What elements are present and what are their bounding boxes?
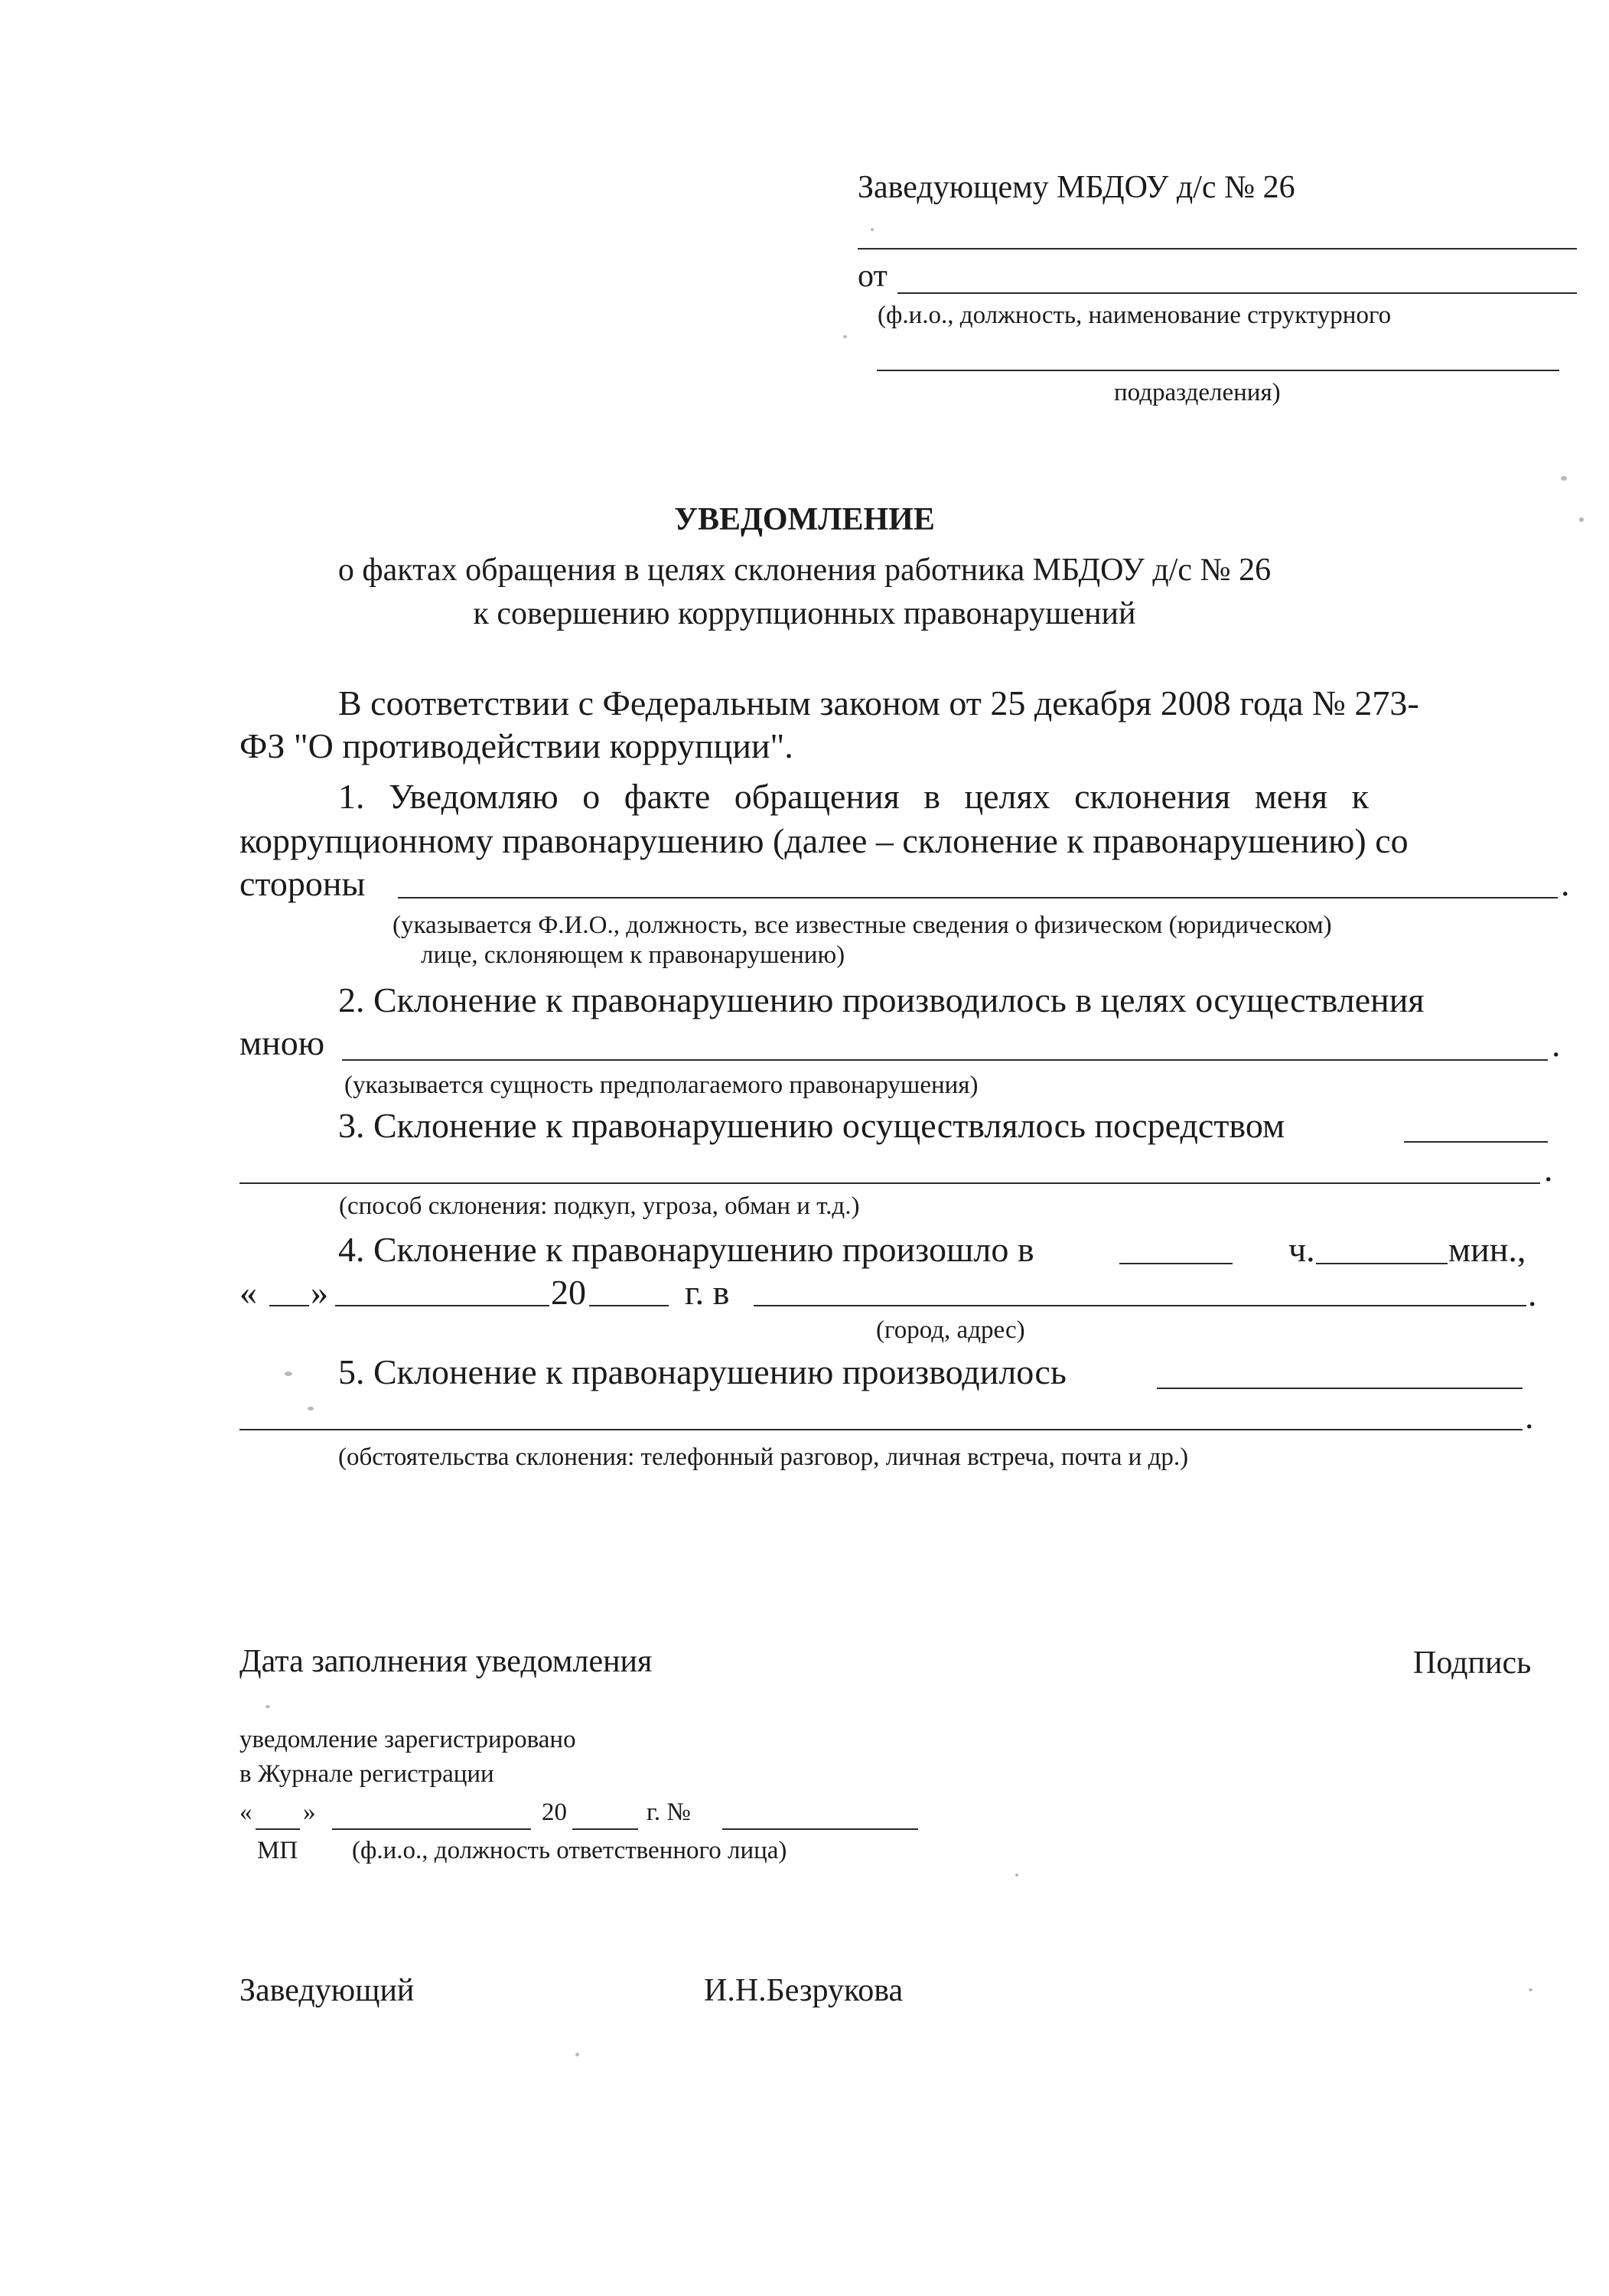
p3-fill-line-2 bbox=[239, 1182, 1540, 1184]
registration-day-line bbox=[256, 1828, 300, 1830]
p4-place-line bbox=[754, 1305, 1526, 1306]
p5-dot: . bbox=[1525, 1397, 1534, 1436]
p4-year-line bbox=[589, 1305, 669, 1306]
scan-speck bbox=[1579, 517, 1584, 522]
registration-year-suffix: г. № bbox=[647, 1799, 691, 1826]
p5-line-1: 5. Склонение к правонарушению производилось bbox=[338, 1352, 1067, 1391]
p4-minutes-label: мин., bbox=[1448, 1230, 1526, 1269]
scan-speck bbox=[265, 1705, 270, 1708]
p1-line-1: 1. Уведомляю о факте обращения в целях склонения меня к bbox=[338, 777, 1369, 816]
date-label: Дата заполнения уведомления bbox=[239, 1644, 653, 1679]
registration-quote-close: » bbox=[303, 1799, 316, 1826]
p4-quote-close: » bbox=[311, 1273, 328, 1312]
addressee-from-label: от bbox=[858, 259, 888, 294]
scan-speck bbox=[575, 2053, 579, 2056]
p4-hours-label: ч. bbox=[1288, 1230, 1315, 1269]
registration-year-prefix: 20 bbox=[542, 1799, 567, 1826]
scan-speck bbox=[871, 228, 874, 231]
p3-hint: (способ склонения: подкуп, угроза, обман и т.д.) bbox=[339, 1192, 860, 1220]
scan-speck bbox=[843, 335, 847, 338]
p2-hint: (указывается сущность предполагаемого правонарушения) bbox=[344, 1071, 979, 1099]
registration-year-line bbox=[572, 1828, 638, 1830]
p4-year-prefix: 20 bbox=[551, 1273, 586, 1312]
document-subtitle-2: к совершению коррупционных правонарушений bbox=[473, 596, 1136, 631]
scan-speck bbox=[1561, 476, 1567, 481]
p4-quote-open: « bbox=[239, 1273, 257, 1312]
addressee-to: Заведующему МБДОУ д/с № 26 bbox=[858, 170, 1295, 205]
p1-hint-1: (указывается Ф.И.О., должность, все известные сведения о физическом (юридическом) bbox=[392, 912, 1332, 939]
scan-speck bbox=[308, 1407, 314, 1411]
registration-month-line bbox=[332, 1828, 531, 1830]
p1-fill-line bbox=[398, 897, 1558, 899]
p5-fill-line-2 bbox=[239, 1429, 1523, 1430]
scan-speck bbox=[1015, 1874, 1018, 1877]
p2-dot: . bbox=[1552, 1025, 1561, 1064]
document-subtitle-1: о фактах обращения в целях склонения работника МБДОУ д/с № 26 bbox=[337, 553, 1272, 588]
addressee-from-hint-2: подразделения) bbox=[1114, 379, 1281, 406]
p3-dot: . bbox=[1544, 1150, 1553, 1189]
registration-number-line bbox=[722, 1828, 918, 1830]
p2-fill-line bbox=[342, 1059, 1548, 1061]
p5-hint: (обстоятельства склонения: телефонный разговор, личная встреча, почта и др.) bbox=[338, 1443, 1189, 1471]
scan-speck bbox=[285, 1371, 292, 1376]
p4-day-line bbox=[269, 1305, 309, 1306]
head-title: Заведующий bbox=[239, 1973, 415, 2008]
p3-line-1: 3. Склонение к правонарушению осуществлялось посредством bbox=[338, 1106, 1285, 1145]
p4-minutes-line bbox=[1316, 1263, 1448, 1264]
p4-year-suffix: г. в bbox=[685, 1273, 730, 1312]
p4-line-1: 4. Склонение к правонарушению произошло в bbox=[338, 1230, 1034, 1269]
registration-line-1: уведомление зарегистрировано bbox=[239, 1726, 576, 1753]
p5-fill-line-1 bbox=[1157, 1388, 1523, 1389]
p1-hint-2: лице, склоняющем к правонарушению) bbox=[421, 941, 845, 969]
addressee-from-hint-1: (ф.и.о., должность, наименование структурного bbox=[878, 302, 1392, 329]
p3-fill-line-1 bbox=[1404, 1141, 1548, 1143]
p4-dot: . bbox=[1528, 1274, 1537, 1313]
p1-dot: . bbox=[1561, 864, 1570, 903]
intro-line-1: В соответствии с Федеральным законом от 25 декабря 2008 года № 273- bbox=[338, 683, 1419, 722]
p4-hint: (город, адрес) bbox=[876, 1316, 1025, 1344]
p4-month-line bbox=[335, 1305, 549, 1306]
document-title: УВЕДОМЛЕНИЕ bbox=[674, 502, 935, 537]
addressee-from-line bbox=[897, 292, 1577, 294]
registration-quote-open: « bbox=[239, 1799, 252, 1826]
addressee-line-2 bbox=[877, 370, 1559, 371]
p2-line-1: 2. Склонение к правонарушению производилось в целях осуществления bbox=[338, 980, 1425, 1019]
registration-line-2: в Журнале регистрации bbox=[239, 1760, 494, 1788]
intro-line-2: ФЗ "О противодействии коррупции". bbox=[239, 726, 793, 765]
p4-hours-line bbox=[1119, 1263, 1233, 1264]
addressee-line-1 bbox=[858, 248, 1577, 249]
registration-hint: (ф.и.о., должность ответственного лица) bbox=[352, 1837, 787, 1864]
signature-label: Подпись bbox=[1413, 1645, 1532, 1681]
scan-speck bbox=[1529, 1988, 1532, 1991]
head-name: И.Н.Безрукова bbox=[704, 1973, 904, 2008]
p1-line-2: коррупционному правонарушению (далее – склонение к правонарушению) со bbox=[239, 821, 1409, 860]
p2-line-2: мною bbox=[239, 1023, 325, 1062]
registration-stamp-label: МП bbox=[257, 1837, 298, 1864]
p1-line-3: стороны bbox=[239, 864, 366, 903]
